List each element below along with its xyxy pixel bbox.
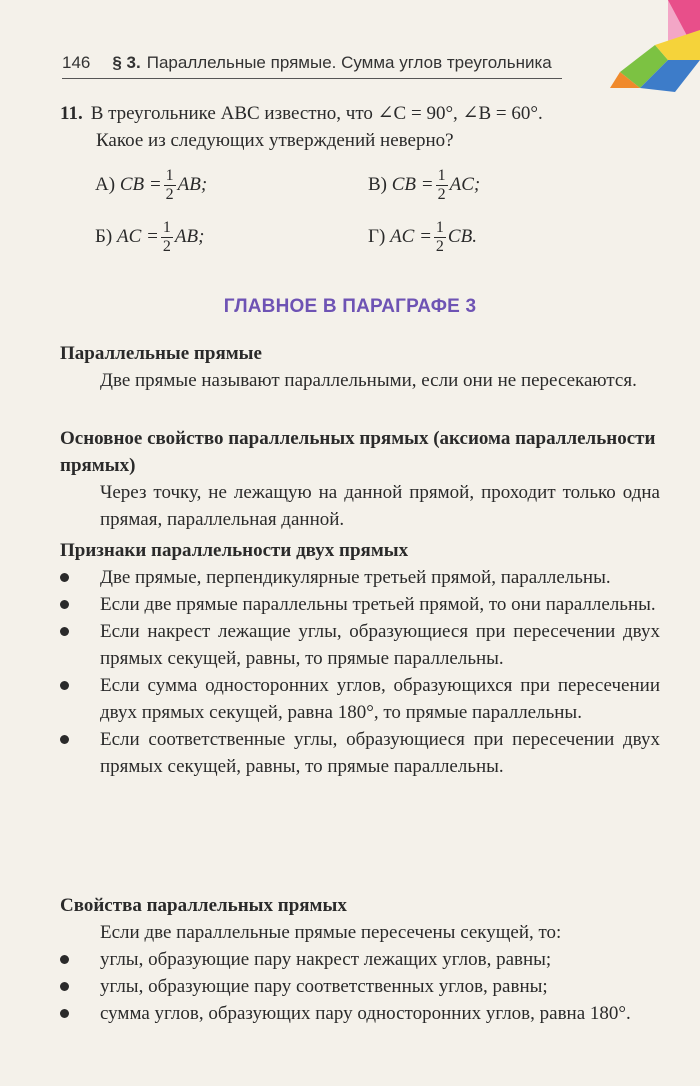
option-lhs: AC = (117, 226, 159, 247)
option-label: Г) (368, 226, 386, 247)
section-parallel-lines (60, 340, 660, 394)
bullet-icon (60, 735, 69, 744)
fraction-denominator: 2 (165, 185, 174, 203)
option-rhs: AB; (177, 174, 208, 195)
main-heading: ГЛАВНОЕ В ПАРАГРАФЕ 3 (223, 296, 477, 317)
fraction-numerator: 1 (435, 218, 444, 236)
fraction-denominator: 2 (437, 185, 446, 203)
section-body: Две прямые называют параллельными, если они не пересекаются. (100, 370, 637, 391)
problem-statement-line1 (60, 100, 670, 127)
list-item (60, 591, 660, 618)
page-header (62, 48, 562, 79)
option-label: Б) (95, 226, 113, 247)
option-rhs: AC; (449, 174, 481, 195)
section-title: Параллельные прямые. Сумма углов треугольника (146, 53, 552, 72)
list-item (60, 618, 660, 672)
bullet-icon (60, 681, 69, 690)
list-item (60, 726, 660, 780)
fraction-numerator: 1 (162, 218, 171, 236)
section-title: Признаки параллельности двух прямых (60, 540, 409, 561)
fraction (434, 219, 446, 256)
bullet-icon (60, 1009, 69, 1018)
list-item (60, 973, 660, 1000)
option-lhs: CB = (391, 174, 434, 195)
bullet-icon (60, 573, 69, 582)
bullet-icon (60, 982, 69, 991)
option-rhs: CB. (447, 226, 477, 247)
option-label: А) (95, 174, 116, 195)
fraction (436, 167, 448, 204)
list-item (60, 1000, 660, 1027)
list-item (60, 564, 660, 591)
section-number: § 3. (112, 53, 141, 72)
option-b (95, 212, 204, 262)
option-label: В) (368, 174, 387, 195)
list-item-text: Если сумма односторонних углов, образующихся при пересечении двух прямых секущей, равна 180°, то прямые параллельны. (100, 675, 660, 723)
section-criteria (60, 537, 660, 780)
option-lhs: AC = (390, 226, 432, 247)
section-body: Через точку, не лежащую на данной прямой, проходит только одна прямая, параллельная данной. (100, 482, 660, 530)
section-title: Параллельные прямые (60, 343, 262, 364)
section-properties (60, 892, 660, 1027)
fraction (164, 167, 176, 204)
list-item-text: углы, образующие пару соответственных углов, равны; (100, 976, 548, 997)
fraction-denominator: 2 (162, 237, 171, 255)
list-item-text: углы, образующие пару накрест лежащих углов, равны; (100, 949, 552, 970)
problem-number: 11. (60, 103, 83, 124)
section-title: Свойства параллельных прямых (60, 895, 347, 916)
option-lhs: CB = (119, 174, 162, 195)
section-intro: Если две параллельные прямые пересечены секущей, то: (100, 922, 562, 943)
option-a (95, 160, 207, 210)
list-item-text: Если накрест лежащие углы, образующиеся при пересечении двух прямых секущей, равны, то прямые параллельны. (100, 621, 660, 669)
corner-tangram-decoration (580, 0, 700, 100)
problem-11 (60, 100, 670, 154)
bullet-icon (60, 955, 69, 964)
option-v (368, 160, 480, 210)
section-axiom (60, 425, 660, 533)
list-item (60, 672, 660, 726)
list-item-text: Если соответственные углы, образующиеся при пересечении двух прямых секущей, равны, то прямые параллельны. (100, 729, 660, 777)
fraction-numerator: 1 (165, 166, 174, 184)
list-item (60, 946, 660, 973)
section-title: Основное свойство параллельных прямых (аксиома параллельности прямых) (60, 428, 656, 476)
fraction (161, 219, 173, 256)
problem-text-line2: Какое из следующих утверждений неверно? (96, 130, 454, 151)
bullet-icon (60, 627, 69, 636)
fraction-denominator: 2 (435, 237, 444, 255)
option-g (368, 212, 477, 262)
problem-text-line1: В треугольнике ABC известно, что ∠C = 90°, ∠B = 60°. (90, 103, 543, 124)
list-item-text: Если две прямые параллельны третьей прямой, то они параллельны. (100, 594, 656, 615)
list-item-text: сумма углов, образующих пару односторонних углов, равна 180°. (100, 1003, 631, 1024)
fraction-numerator: 1 (437, 166, 446, 184)
list-item-text: Две прямые, перпендикулярные третьей прямой, параллельны. (100, 567, 611, 588)
option-rhs: AB; (174, 226, 205, 247)
bullet-icon (60, 600, 69, 609)
page-number: 146 (62, 53, 91, 72)
